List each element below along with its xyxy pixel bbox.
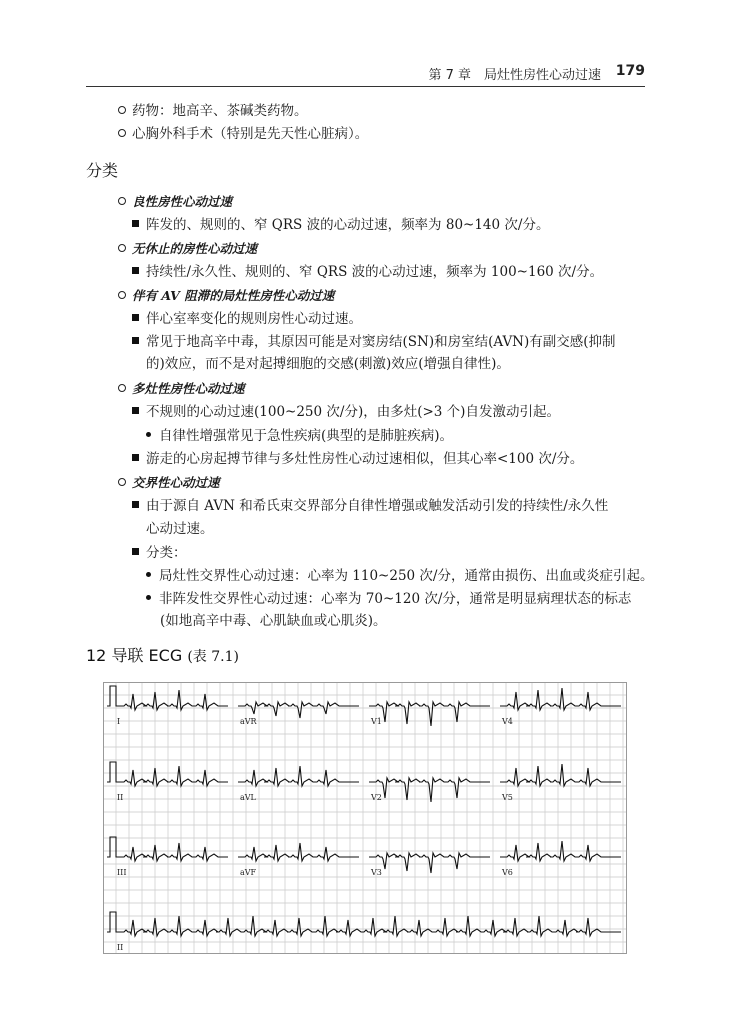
ecg-labels	[117, 717, 513, 952]
ecg-traces	[107, 686, 621, 936]
square-bullet-icon	[132, 267, 139, 274]
ecg-strip	[103, 682, 627, 954]
list-item: 游走的心房起搏节律与多灶性房性心动过速相似，但其心率<100 次/分。	[132, 450, 583, 468]
list-subitem: 非阵发性交界性心动过速：心率为 70~120 次/分，通常是明显病理状态的标志	[146, 590, 631, 608]
ecg-lead-label: V2	[371, 793, 382, 802]
ecg-trace-avr	[238, 702, 359, 718]
circle-bullet-icon	[118, 106, 126, 114]
chapter-title: 第 7 章 局灶性房性心动过速	[428, 68, 601, 83]
ecg-lead-label: III	[117, 868, 127, 877]
ecg-lead-label: V4	[502, 717, 513, 726]
ecg-trace-v1	[369, 702, 490, 726]
circle-bullet-icon	[118, 478, 126, 486]
list-item: 阵发的、规则的、窄 QRS 波的心动过速，频率为 80~140 次/分。	[132, 216, 549, 234]
ecg-trace-avf	[238, 843, 359, 861]
list-item-continuation: 的)效应，而不是对起搏细胞的交感(刺激)效应(增强自律性)。	[146, 356, 510, 372]
list-item: 心胸外科手术（特别是先天性心脏病）。	[118, 125, 368, 143]
list-item-continuation: 心动过速。	[146, 521, 214, 537]
ecg-trace-ii	[107, 762, 228, 786]
ecg-trace-avl	[238, 766, 359, 786]
square-bullet-icon	[132, 548, 139, 555]
ecg-grid	[103, 682, 627, 954]
list-subitem: 局灶性交界性心动过速：心率为 110~250 次/分，通常由损伤、出血或炎症引起。	[146, 567, 653, 585]
ecg-lead-label: aVR	[240, 717, 257, 726]
subheading-av-block: 伴有 AV 阻滞的局灶性房性心动过速	[118, 287, 334, 305]
list-item: 常见于地高辛中毒，其原因可能是对窦房结(SN)和房室结(AVN)有副交感(抑制	[132, 333, 616, 351]
square-bullet-icon	[132, 314, 139, 321]
ecg-trace-i	[107, 686, 228, 710]
subheading-benign: 良性房性心动过速	[118, 193, 232, 211]
ecg-trace-v3	[369, 853, 490, 873]
dot-bullet-icon	[146, 572, 151, 577]
list-item: 由于源自 AVN 和希氏束交界部分自律性增强或触发活动引发的持续性/永久性	[132, 497, 608, 515]
page-header	[86, 58, 645, 87]
page-number: 179	[615, 63, 645, 79]
square-bullet-icon	[132, 220, 139, 227]
ecg-trace-iii	[107, 837, 228, 861]
circle-bullet-icon	[118, 197, 126, 205]
list-item: 不规则的心动过速(100~250 次/分)，由多灶(>3 个)自发激动引起。	[132, 403, 560, 421]
dot-bullet-icon	[146, 432, 151, 437]
circle-bullet-icon	[118, 291, 126, 299]
ecg-lead-label: aVF	[240, 868, 257, 877]
list-item: 伴心室率变化的规则房性心动过速。	[132, 310, 362, 328]
square-bullet-icon	[132, 454, 139, 461]
circle-bullet-icon	[118, 244, 126, 252]
subheading-incessant: 无休止的房性心动过速	[118, 240, 257, 258]
ecg-lead-label: II	[117, 943, 124, 952]
ecg-trace-v4	[500, 688, 621, 710]
circle-bullet-icon	[118, 384, 126, 392]
ecg-lead-label: aVL	[240, 793, 256, 802]
ecg-border	[104, 683, 627, 954]
square-bullet-icon	[132, 337, 139, 344]
list-item: 分类：	[132, 544, 187, 562]
square-bullet-icon	[132, 501, 139, 508]
ecg-lead-label: V5	[502, 793, 513, 802]
ecg-lead-label: II	[117, 793, 124, 802]
ecg-heading: 12 导联 ECG (表 7.1)	[86, 646, 239, 665]
ecg-trace-v5	[500, 764, 621, 786]
list-subitem-continuation: (如地高辛中毒、心肌缺血或心肌炎)。	[160, 613, 387, 629]
subheading-multifocal: 多灶性房性心动过速	[118, 380, 245, 398]
circle-bullet-icon	[118, 129, 126, 137]
ecg-trace-v2	[369, 778, 490, 802]
classification-heading: 分类	[86, 161, 119, 180]
ecg-trace-ii	[107, 912, 621, 936]
ecg-lead-label: V3	[371, 868, 382, 877]
ecg-lead-label: V1	[371, 717, 382, 726]
ecg-lead-label: I	[117, 717, 121, 726]
list-subitem: 自律性增强常见于急性疾病(典型的是肺脏疾病)。	[146, 427, 453, 445]
subheading-junctional: 交界性心动过速	[118, 474, 220, 492]
dot-bullet-icon	[146, 595, 151, 600]
list-item: 药物：地高辛、茶碱类药物。	[118, 102, 308, 120]
list-item: 持续性/永久性、规则的、窄 QRS 波的心动过速，频率为 100~160 次/分。	[132, 263, 603, 281]
ecg-lead-label: V6	[502, 868, 513, 877]
square-bullet-icon	[132, 407, 139, 414]
